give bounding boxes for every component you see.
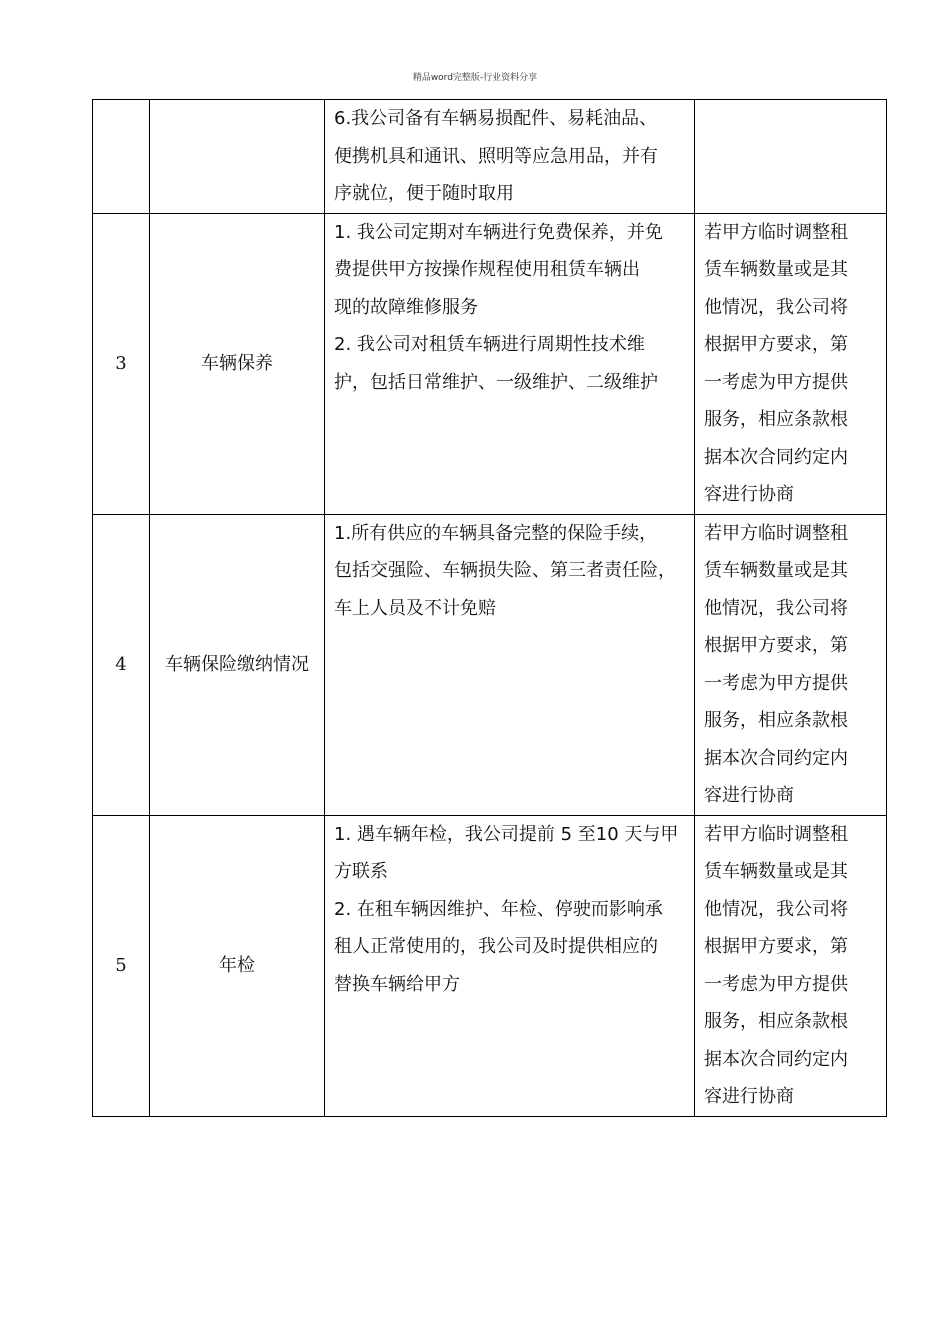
table-row [93, 100, 887, 214]
note-line: 根据甲方要求，第 [704, 936, 848, 957]
content-line: 便携机具和通讯、照明等应急用品，并有 [334, 145, 658, 167]
row-note [695, 100, 887, 214]
page-header: 精品word完整版-行业资料分享 [412, 73, 538, 83]
content-line: 2. 我公司对租赁车辆进行周期性技术维 [334, 334, 645, 355]
row-item: 车辆保养 [150, 213, 325, 514]
table-row [93, 514, 887, 815]
note-line: 服务，相应条款根 [704, 710, 848, 731]
note-line: 他情况，我公司将 [704, 597, 848, 619]
content-line: 1.所有供应的车辆具备完整的保险手续， [334, 522, 658, 544]
content-line: 租人正常使用的，我公司及时提供相应的 [334, 936, 658, 957]
row-item: 年检 [150, 815, 325, 1116]
note-line: 据本次合同约定内 [704, 1048, 848, 1070]
content-line: 1. 遇车辆年检，我公司提前 5 至10 天与甲 [334, 823, 679, 845]
row-number: 5 [93, 815, 150, 1116]
note-line: 一考虑为甲方提供 [704, 973, 848, 995]
row-note [695, 514, 887, 815]
content-line: 护，包括日常维护、一级维护、二级维护 [334, 371, 658, 393]
content-line: 费提供甲方按操作规程使用租赁车辆出 [334, 259, 640, 280]
content-line: 方联系 [334, 861, 388, 882]
content-line: 2. 在租车辆因维护、年检、停驶而影响承 [334, 898, 663, 920]
content-line: 替换车辆给甲方 [334, 973, 460, 995]
service-table [92, 99, 887, 1117]
note-line: 据本次合同约定内 [704, 446, 848, 468]
note-line: 他情况，我公司将 [704, 898, 848, 920]
row-note [695, 213, 887, 514]
content-line: 车上人员及不计免赔 [334, 597, 496, 619]
row-content [325, 815, 695, 1116]
note-line: 服务，相应条款根 [704, 1011, 848, 1032]
note-line: 赁车辆数量或是其 [704, 560, 848, 581]
row-item [150, 100, 325, 214]
note-line: 他情况，我公司将 [704, 296, 848, 318]
content-line: 1. 我公司定期对车辆进行免费保养，并免 [334, 221, 663, 243]
row-number: 3 [93, 213, 150, 514]
note-line: 若甲方临时调整租 [704, 522, 848, 544]
content-line: 现的故障维修服务 [334, 296, 478, 318]
note-line: 赁车辆数量或是其 [704, 861, 848, 882]
row-content [325, 514, 695, 815]
row-number: 4 [93, 514, 150, 815]
note-line: 容进行协商 [704, 1086, 794, 1107]
note-line: 根据甲方要求，第 [704, 334, 848, 355]
note-line: 若甲方临时调整租 [704, 221, 848, 243]
note-line: 一考虑为甲方提供 [704, 672, 848, 694]
row-number [93, 100, 150, 214]
note-line: 赁车辆数量或是其 [704, 259, 848, 280]
row-content [325, 100, 695, 214]
table-row [93, 815, 887, 1116]
table-row [93, 213, 887, 514]
note-line: 根据甲方要求，第 [704, 635, 848, 656]
note-line: 据本次合同约定内 [704, 747, 848, 769]
row-item: 车辆保险缴纳情况 [150, 514, 325, 815]
content-line: 6.我公司备有车辆易损配件、易耗油品、 [334, 108, 658, 129]
note-line: 服务，相应条款根 [704, 409, 848, 430]
note-line: 容进行协商 [704, 785, 794, 806]
note-line: 一考虑为甲方提供 [704, 371, 848, 393]
note-line: 若甲方临时调整租 [704, 823, 848, 845]
content-line: 序就位，便于随时取用 [334, 183, 514, 204]
row-content [325, 213, 695, 514]
row-note [695, 815, 887, 1116]
content-line: 包括交强险、车辆损失险、第三者责任险， [334, 560, 676, 581]
note-line: 容进行协商 [704, 484, 794, 505]
